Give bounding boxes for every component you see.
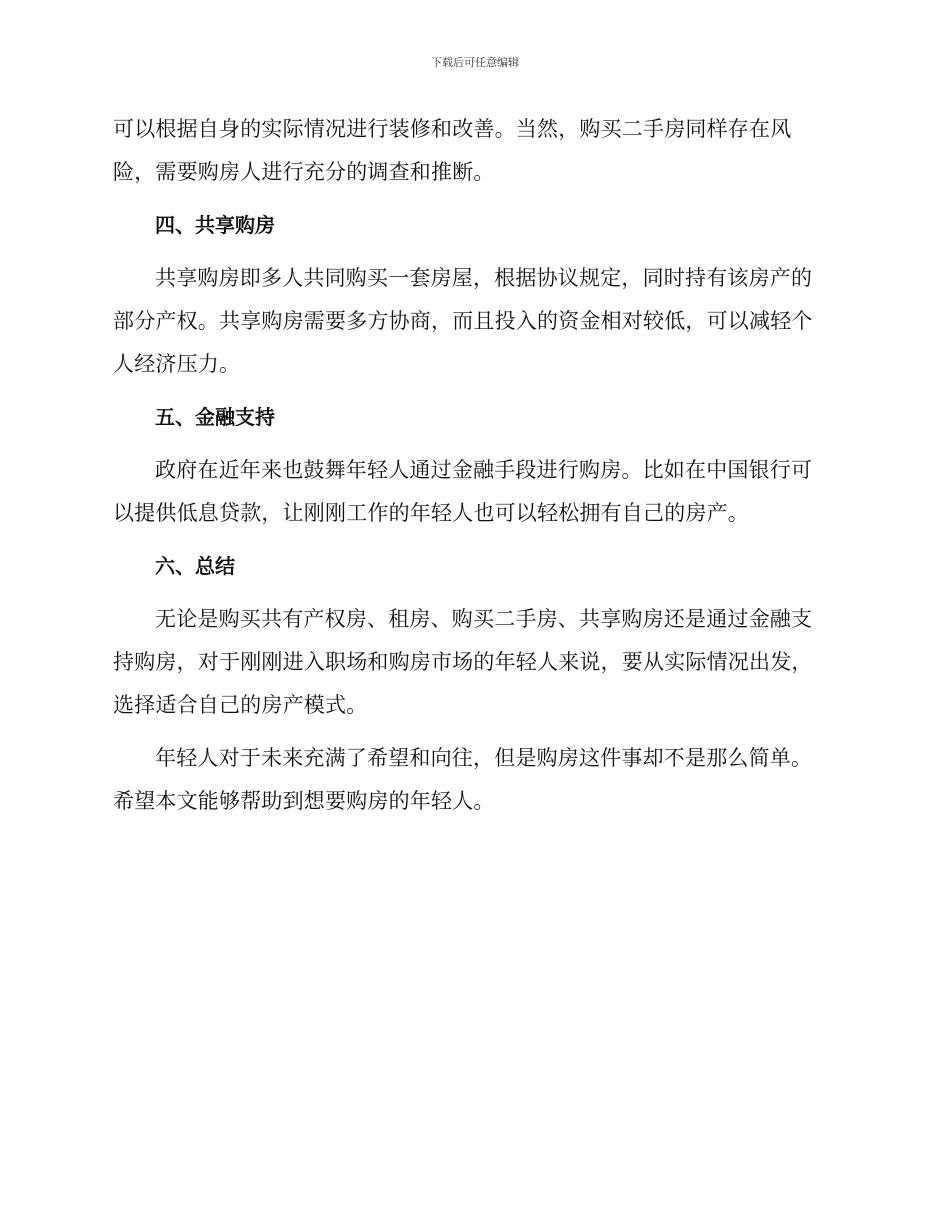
section-heading-summary: 六、总结: [155, 554, 235, 578]
document-body: [113, 108, 833, 823]
paragraph-summary-1: 无论是购买共有产权房、租房、购买二手房、共享购房还是通过金融支持购房，对于刚刚进入职场和购房市场的年轻人来说，要从实际情况出发，选择适合自己的房产模式。: [113, 607, 813, 717]
page-header-note: 下载后可任意编辑: [431, 56, 519, 69]
section-heading-financial-support: 五、金融支持: [155, 405, 275, 429]
paragraph-shared-purchase: 共享购房即多人共同购买一套房屋，根据协议规定，同时持有该房产的部分产权。共享购房需要多方协商，而且投入的资金相对较低，可以减轻个人经济压力。: [113, 266, 813, 376]
section-heading-shared-purchase: 四、共享购房: [155, 213, 275, 237]
paragraph-intro-continuation: 可以根据自身的实际情况进行装修和改善。当然，购买二手房同样存在风险，需要购房人进行充分的调查和推断。: [113, 117, 792, 184]
paragraph-summary-2: 年轻人对于未来充满了希望和向往，但是购房这件事却不是那么简单。希望本文能够帮助到想要购房的年轻人。: [113, 746, 813, 813]
paragraph-financial-support: 政府在近年来也鼓舞年轻人通过金融手段进行购房。比如在中国银行可以提供低息贷款，让刚刚工作的年轻人也可以轻松拥有自己的房产。: [113, 458, 813, 525]
paragraph-gap: [113, 727, 833, 737]
